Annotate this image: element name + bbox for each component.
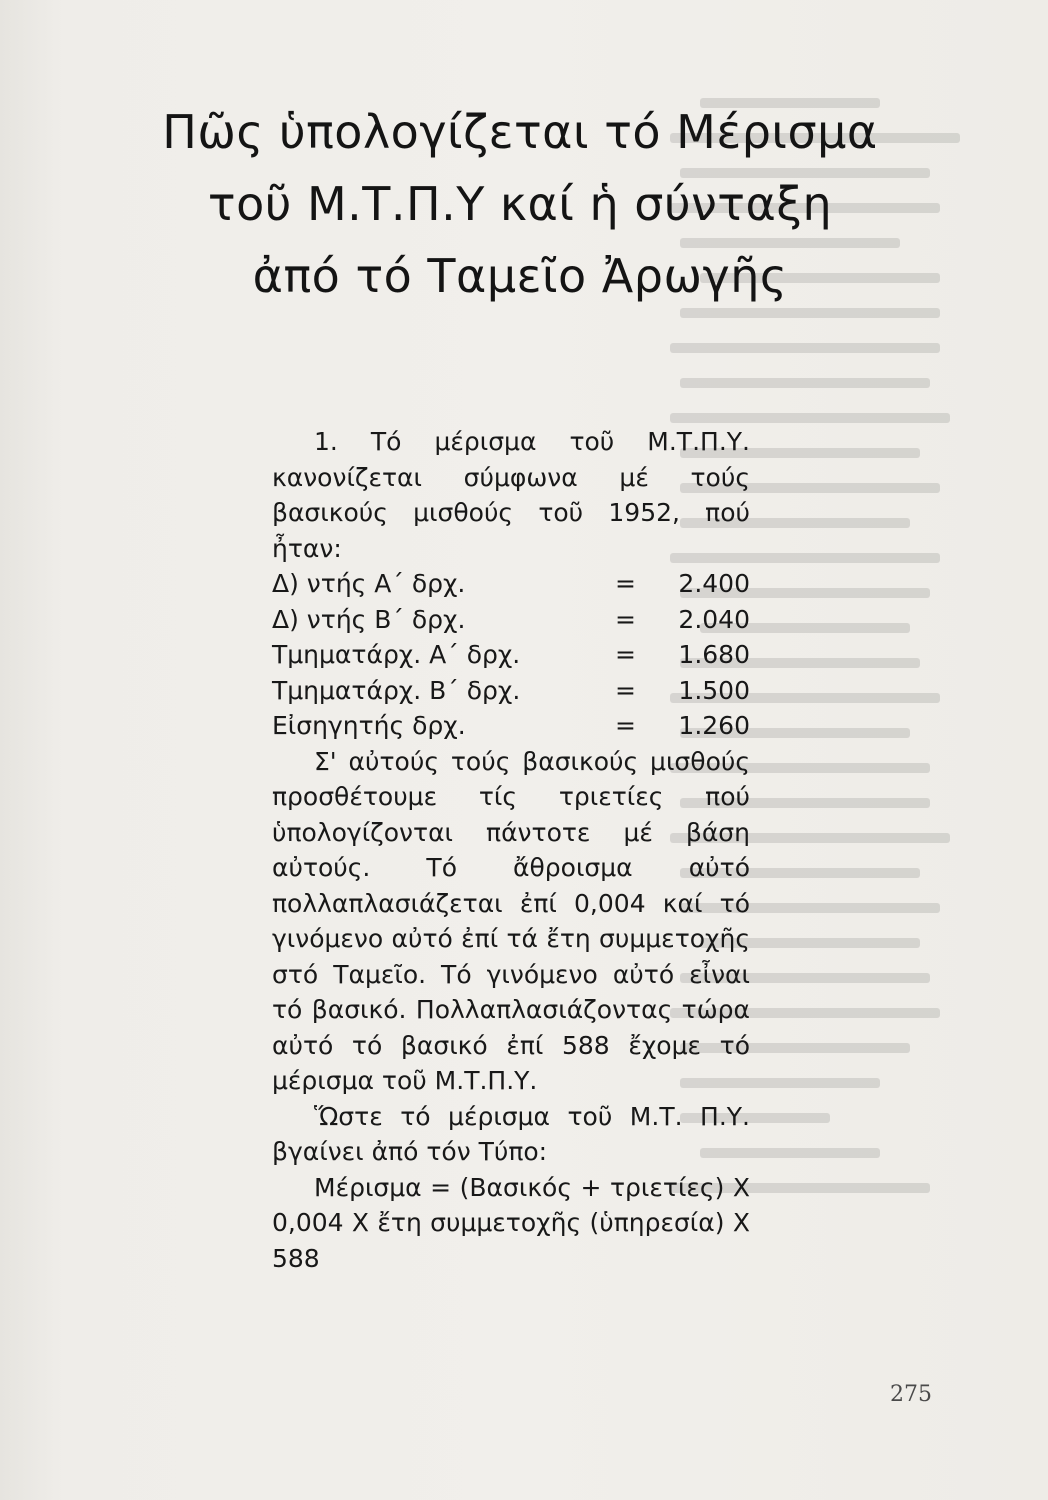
title-line: τοῦ Μ.Τ.Π.Υ καί ἡ σύνταξη (207, 177, 833, 231)
salary-row (272, 566, 750, 602)
salary-row (272, 673, 750, 709)
salary-amount: 2.400 (678, 569, 750, 598)
salary-table (272, 566, 750, 744)
salary-rank: Τμηματάρχ. Α΄ δρχ. (272, 640, 521, 669)
salary-rank: Δ) ντής Α΄ δρχ. (272, 569, 466, 598)
salary-equals: = (615, 604, 636, 634)
page-number: 275 (890, 1382, 932, 1407)
salary-row (272, 637, 750, 673)
salary-rank: Δ) ντής Β΄ δρχ. (272, 604, 466, 634)
salary-amount: 1.680 (678, 640, 750, 669)
salary-row (272, 602, 750, 638)
article-body (272, 424, 750, 1276)
intro-paragraph: 1. Τό μέρισμα τοῦ Μ.Τ.Π.Υ. κανονίζεται σύμφωνα μέ τούς βασικούς μισθούς τοῦ 1952, πού ἦταν: (272, 427, 750, 563)
title-line: Πῶς ὑπολογίζεται τό Μέρισμα (162, 105, 878, 159)
conclusion-paragraph: Ὥστε τό μέρισμα τοῦ Μ.Τ. Π.Υ. βγαίνει ἀπό τόν Τύπο: (272, 1101, 750, 1166)
salary-row (272, 708, 750, 744)
salary-rank: Εἰσηγητής δρχ. (272, 711, 466, 740)
salary-equals: = (615, 640, 636, 669)
salary-amount: 2.040 (678, 604, 750, 634)
article-title (120, 96, 920, 312)
salary-rank: Τμηματάρχ. Β΄ δρχ. (272, 675, 521, 705)
title-line: ἀπό τό Ταμεῖο Ἀρωγῆς (252, 249, 788, 303)
salary-equals: = (615, 569, 636, 598)
explanation-paragraph: Σ' αὐτούς τούς βασικούς μισθούς προσθέτουμε τίς τριετίες πού ὑπολογίζονται πάντοτε μέ βάση αὐτούς. Τό ἄθροισμα αὐτό πολλαπλασιάζεται ἐπί 0,004 καί τό γινόμενο αὐτό ἐπί τά ἔτη συμμετοχῆς στό Ταμεῖο. Τό γινόμενο αὐτό εἶναι τό βασικό. Πολλαπλασιάζοντας τώρα αὐτό τό βασικό ἐπί 588 ἔχομε τό μέρισμα τοῦ Μ.Τ.Π.Υ. (272, 746, 750, 1095)
salary-amount: 1.260 (678, 711, 750, 740)
salary-amount: 1.500 (678, 675, 750, 705)
salary-equals: = (615, 711, 636, 740)
formula-paragraph: Μέρισμα = (Βασικός + τριετίες) Χ 0,004 Χ ἔτη συμμετοχῆς (ὑπηρεσία) Χ 588 (272, 1172, 750, 1273)
salary-equals: = (615, 675, 636, 705)
